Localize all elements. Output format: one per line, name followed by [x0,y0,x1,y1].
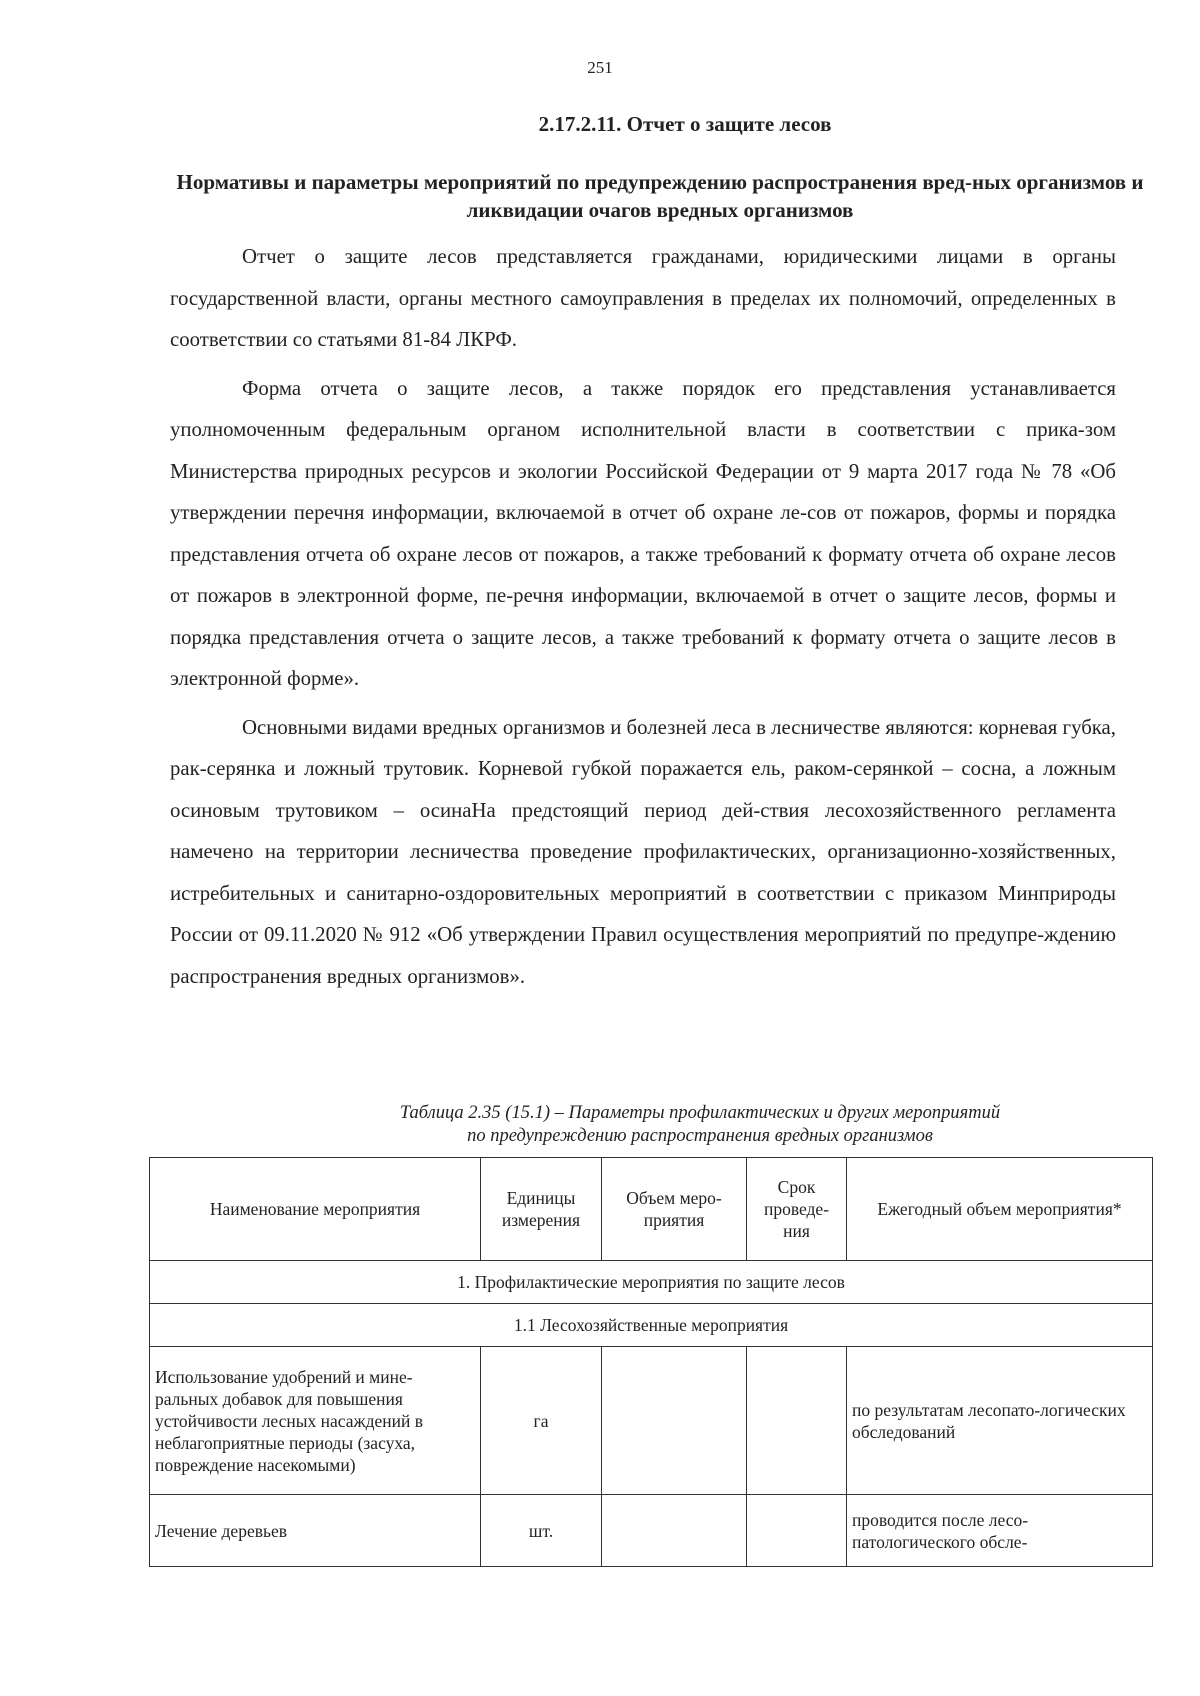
paragraph-pests: Основными видами вредных организмов и болезней леса в лесничестве являются: корневая губка, рак-серянка и ложный трутовик. Корневой губкой поражается ель, раком-серянкой – сосна, а ложным осиновым трутовиком – осинаНа предстоящий период дей-ствия лесохозяйственного регламента намечено на территории лесничества проведение профилактических, организационно-хозяйственных, истребительных и санитарно-оздоровительных мероприятий в соответствии с приказом Минприроды России от 09.11.2020 № 912 «Об утверждении Правил осуществления мероприятий по предупре-ждению распространения вредных организмов». [170,715,1116,988]
cell-units: га [481,1347,602,1495]
table-caption-line1: Таблица 2.35 (15.1) – Параметры профилактических и других мероприятий [399,1103,1001,1123]
cell-term [747,1347,847,1495]
section-title: 2.17.2.11. Отчет о защите лесов [538,112,832,136]
header-annual: Ежегодный объем мероприятия* [847,1158,1153,1261]
cell-volume [602,1347,747,1495]
cell-annual: по результатам лесопато-логических обследований [847,1347,1153,1495]
cell-volume [602,1495,747,1567]
page-number: 251 [587,58,613,77]
table-caption [150,1102,1200,1148]
table-row [150,1495,1153,1567]
group-forestry: 1.1 Лесохозяйственные мероприятия [150,1304,1153,1347]
header-name: Наименование мероприятия [150,1158,481,1261]
paragraph-form: Форма отчета о защите лесов, а также порядок его представления устанавливается уполномоченным федеральным органом исполнительной власти в соответствии с прика-зом Министерства природных ресурсов и экологии Российской Федерации от 9 марта 2017 года № 78 «Об утверждении перечня информации, включаемой в отчет об охране ле-сов от пожаров, формы и порядка представления отчета об охране лесов от пожаров, а также требований к формату отчета об охране лесов от пожаров в электронной форме, пе-речня информации, включаемой в отчет о защите лесов, формы и порядка представления отчета о защите лесов, а также требований к формату отчета о защите лесов в электронной форме». [170,376,1116,690]
group-prophylactic: 1. Профилактические мероприятия по защите лесов [150,1261,1153,1304]
subtitle: Нормативы и параметры мероприятий по предупреждению распространения вред-ных организмов и ликвидации очагов вредных организмов [176,170,1144,222]
table-group-row [150,1261,1153,1304]
table-header-row [150,1158,1153,1261]
cell-name: Лечение деревьев [150,1495,481,1567]
header-volume: Объем меро-приятия [602,1158,747,1261]
measures-table [149,1157,1153,1567]
cell-term [747,1495,847,1567]
cell-units: шт. [481,1495,602,1567]
body-text [170,236,1116,1004]
header-units: Единицы измерения [481,1158,602,1261]
paragraph-report: Отчет о защите лесов представляется гражданами, юридическими лицами в органы государственной власти, органы местного самоуправления в пределах их полномочий, определенных в соответствии со статьями 81-84 ЛКРФ. [170,245,1116,351]
cell-name: Использование удобрений и мине-ральных добавок для повышения устойчивости лесных насаждений в неблагоприятные периоды (засуха, повреждение насекомыми) [150,1347,481,1495]
cell-annual: проводится после лесо-патологического обсле- [847,1495,1153,1567]
header-term: Срок проведе-ния [747,1158,847,1261]
table-row [150,1347,1153,1495]
table-caption-line2: по предупреждению распространения вредных организмов [467,1126,933,1146]
table-group-row [150,1304,1153,1347]
